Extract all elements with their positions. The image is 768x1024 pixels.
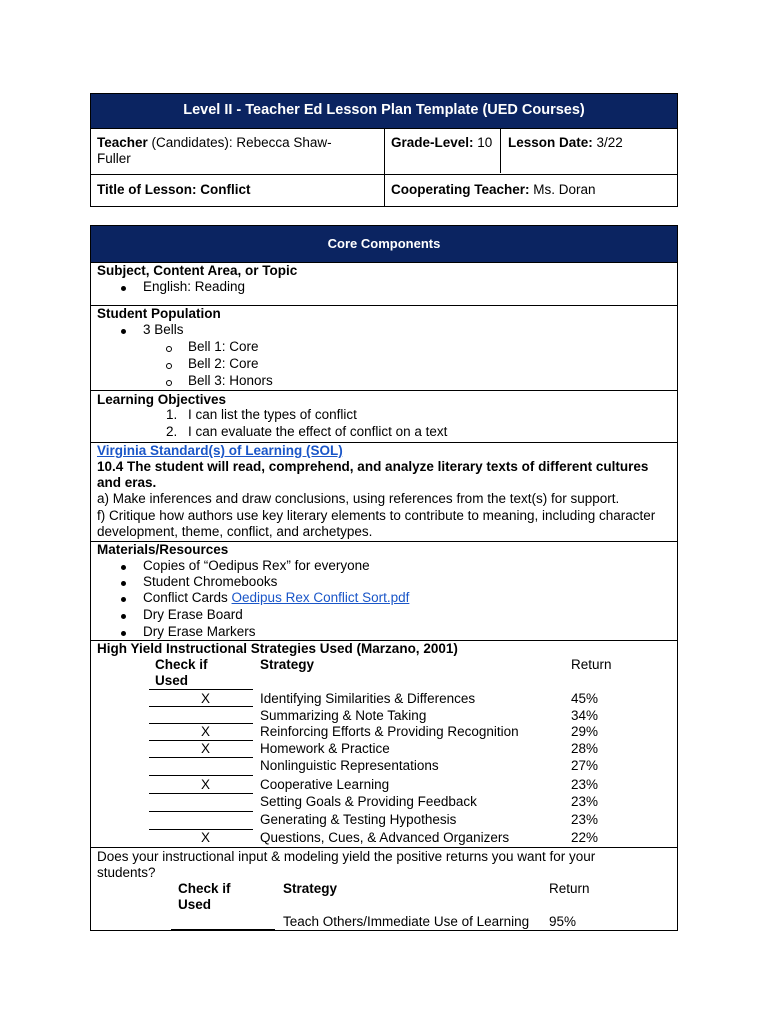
material-item-3: Conflict Cards Oedipus Rex Conflict Sort.pdf — [143, 590, 410, 605]
cooperating-teacher-field: Cooperating Teacher: Ms. Doran — [391, 182, 596, 197]
strategy-name: Homework & Practice — [260, 741, 390, 756]
teacher-field-cont: Fuller — [97, 151, 131, 166]
yield-strategy-return: 95% — [549, 914, 577, 929]
strategy-return: 28% — [571, 741, 599, 756]
sol-a: a) Make inferences and draw conclusions, using references from the text(s) for support. — [97, 491, 620, 506]
hys-col-check-2: Used — [155, 673, 189, 688]
objective-num-2: 2. — [166, 424, 178, 439]
subject-heading: Subject, Content Area, or Topic — [97, 263, 298, 278]
objective-2: I can evaluate the effect of conflict on a text — [188, 424, 448, 439]
strategy-return: 23% — [571, 777, 599, 792]
sol-standard-line-1: 10.4 The student will read, comprehend, and analyze literary texts of different cultures — [97, 459, 649, 474]
objectives-heading: Learning Objectives — [97, 392, 227, 407]
header-title-bar — [91, 94, 677, 128]
strategy-check[interactable]: X — [201, 724, 211, 739]
strategy-return: 27% — [571, 758, 599, 773]
hys-heading: High Yield Instructional Strategies Used (Marzano, 2001) — [97, 641, 458, 656]
strategy-check[interactable]: X — [201, 830, 211, 845]
materials-heading: Materials/Resources — [97, 542, 229, 557]
yield-col-strategy: Strategy — [283, 881, 338, 896]
material-item-1: Copies of “Oedipus Rex” for everyone — [143, 558, 370, 573]
material-item-2: Student Chromebooks — [143, 574, 278, 589]
core-heading: Core Components — [327, 236, 441, 251]
lesson-date-field: Lesson Date: 3/22 — [508, 135, 623, 150]
core-heading-bar — [91, 226, 677, 262]
conflict-sort-pdf-link[interactable]: Oedipus Rex Conflict Sort.pdf — [231, 590, 410, 605]
hys-col-strategy: Strategy — [260, 657, 315, 672]
teacher-field: Teacher (Candidates): Rebecca Shaw- — [97, 135, 332, 150]
sol-f-line-2: development, theme, conflict, and archetypes. — [97, 524, 373, 539]
subject-item: English: Reading — [143, 279, 246, 294]
strategy-name: Cooperative Learning — [260, 777, 390, 792]
strategy-return: 34% — [571, 708, 599, 723]
objective-num-1: 1. — [166, 407, 178, 422]
strategy-check[interactable]: X — [201, 691, 211, 706]
strategy-name: Reinforcing Efforts & Providing Recognition — [260, 724, 519, 739]
material-item-4: Dry Erase Board — [143, 607, 243, 622]
strategy-name: Setting Goals & Providing Feedback — [260, 794, 477, 809]
strategy-name: Summarizing & Note Taking — [260, 708, 427, 723]
strategy-return: 29% — [571, 724, 599, 739]
header-table — [90, 93, 678, 207]
strategy-check[interactable]: X — [201, 777, 211, 792]
sol-link[interactable]: Virginia Standard(s) of Learning (SOL) — [97, 443, 343, 458]
yield-col-check-2: Used — [178, 897, 212, 912]
population-sub-2: Bell 2: Core — [188, 356, 259, 371]
page-title: Level II - Teacher Ed Lesson Plan Template (UED Courses) — [183, 102, 585, 118]
strategy-check[interactable]: X — [201, 741, 211, 756]
yield-question-line-1: Does your instructional input & modeling yield the positive returns you want for your — [97, 849, 596, 864]
lesson-title-field: Title of Lesson: Conflict — [97, 182, 251, 197]
strategy-return: 22% — [571, 830, 599, 845]
sol-standard-line-2: and eras. — [97, 475, 157, 490]
core-components-table — [90, 225, 678, 931]
strategy-return: 23% — [571, 794, 599, 809]
strategy-name: Nonlinguistic Representations — [260, 758, 439, 773]
grade-level-field: Grade-Level: 10 — [391, 135, 493, 150]
strategy-name: Identifying Similarities & Differences — [260, 691, 476, 706]
yield-question-line-2: students? — [97, 865, 156, 880]
strategy-name: Generating & Testing Hypothesis — [260, 812, 457, 827]
strategy-name: Questions, Cues, & Advanced Organizers — [260, 830, 510, 845]
strategy-return: 23% — [571, 812, 599, 827]
strategy-return: 45% — [571, 691, 599, 706]
sol-f-line-1: f) Critique how authors use key literary elements to contribute to meaning, including character — [97, 508, 656, 523]
population-item: 3 Bells — [143, 322, 184, 337]
population-sub-3: Bell 3: Honors — [188, 373, 273, 388]
population-sub-1: Bell 1: Core — [188, 339, 259, 354]
material-item-5: Dry Erase Markers — [143, 624, 256, 639]
yield-col-return: Return — [549, 881, 590, 896]
objective-1: I can list the types of conflict — [188, 407, 357, 422]
hys-col-check: Check if — [155, 657, 208, 672]
yield-strategy-name: Teach Others/Immediate Use of Learning — [283, 914, 530, 929]
yield-col-check: Check if — [178, 881, 231, 896]
hys-col-return: Return — [571, 657, 612, 672]
population-heading: Student Population — [97, 306, 221, 321]
